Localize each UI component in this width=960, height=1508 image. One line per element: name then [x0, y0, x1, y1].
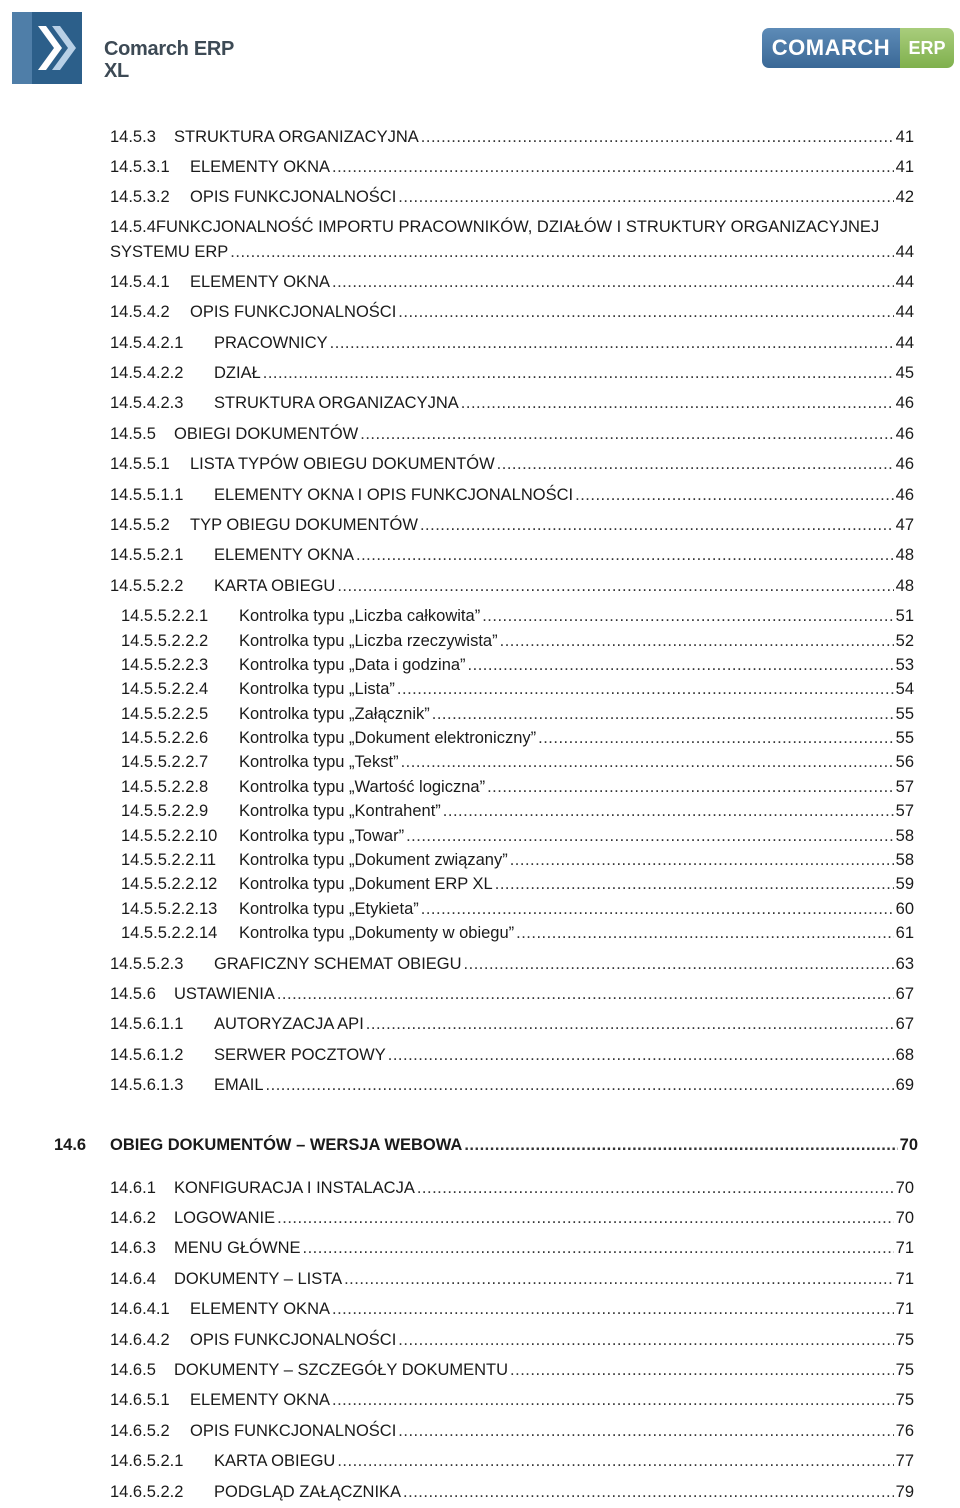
toc-page: 44 [895, 273, 914, 291]
toc-page: 47 [895, 516, 914, 534]
toc-page: 70 [899, 1136, 918, 1154]
toc-entry[interactable] [110, 128, 914, 147]
toc-number: 14.5.3 [110, 128, 156, 146]
toc-number: 14.5.3.2 [110, 188, 170, 206]
toc-entry[interactable] [110, 985, 914, 1004]
toc-entry[interactable] [110, 1270, 914, 1289]
toc-entry[interactable] [110, 577, 914, 596]
dot-leader [397, 680, 894, 699]
toc-entry[interactable] [110, 546, 914, 565]
dot-leader [356, 546, 894, 565]
toc-entry[interactable] [121, 680, 914, 699]
toc-number: 14.5.6.1.3 [110, 1076, 184, 1094]
toc-title-continuation: SYSTEMU ERP [110, 243, 229, 261]
toc-number: 14.5.5.2.2.5 [121, 705, 209, 723]
toc-entry[interactable] [110, 1483, 914, 1502]
toc-number: 14.5.5.2.2.4 [121, 680, 209, 698]
toc-entry[interactable] [110, 1239, 914, 1258]
toc-entry[interactable] [121, 729, 914, 748]
dot-leader [332, 273, 894, 292]
toc-page: 48 [895, 577, 914, 595]
toc-entry[interactable] [110, 1452, 914, 1471]
toc-page: 79 [895, 1483, 914, 1501]
dot-leader [398, 303, 893, 322]
toc-number: 14.6.4.2 [110, 1331, 170, 1349]
toc-entry[interactable] [110, 455, 914, 474]
dot-leader [495, 875, 894, 894]
toc-number: 14.5.5.2.2.1 [121, 607, 209, 625]
toc-entry[interactable] [110, 486, 914, 505]
toc-entry[interactable] [110, 1391, 914, 1410]
dot-leader [266, 1076, 894, 1095]
logo-text-line2: XL [104, 60, 129, 82]
toc-entry-continuation[interactable] [110, 243, 914, 262]
toc-title: STRUKTURA ORGANIZACYJNA [174, 128, 419, 146]
toc-title: ELEMENTY OKNA [190, 158, 330, 176]
toc-number: 14.5.4.2.1 [110, 334, 184, 352]
toc-number: 14.5.5 [110, 425, 156, 443]
toc-entry[interactable] [110, 1209, 914, 1228]
dot-leader [337, 1452, 893, 1471]
toc-title: MENU GŁÓWNE [174, 1239, 301, 1257]
toc-title: TYP OBIEGU DOKUMENTÓW [190, 516, 418, 534]
toc-entry[interactable] [110, 273, 914, 292]
dot-leader [332, 1391, 894, 1410]
dot-leader [468, 656, 894, 675]
toc-number: 14.5.5.1.1 [110, 486, 184, 504]
toc-number: 14.5.5.2.2.6 [121, 729, 209, 747]
toc-number: 14.5.5.2.2.13 [121, 900, 218, 918]
toc-page: 54 [895, 680, 914, 698]
dot-leader [330, 334, 894, 353]
toc-title: OPIS FUNKCJONALNOŚCI [190, 1331, 397, 1349]
toc-number: 14.5.5.2.2.3 [121, 656, 209, 674]
toc-title: KARTA OBIEGU [214, 577, 336, 595]
toc-page: 70 [895, 1179, 914, 1197]
dot-leader [432, 705, 894, 724]
toc-entry[interactable] [110, 1046, 914, 1065]
dot-leader [277, 985, 894, 1004]
toc-title: OPIS FUNKCJONALNOŚCI [190, 303, 397, 321]
toc-number: 14.6.5.2 [110, 1422, 170, 1440]
toc-page: 56 [895, 753, 914, 771]
toc-entry[interactable] [110, 158, 914, 177]
toc-number: 14.5.5.2.2.2 [121, 632, 209, 650]
toc-number: 14.5.5.2.2.11 [121, 851, 217, 869]
toc-number: 14.5.5.2.2.12 [121, 875, 218, 893]
dot-leader [401, 753, 894, 772]
toc-page: 44 [895, 334, 914, 352]
toc-number: 14.5.4.2 [110, 303, 170, 321]
dot-leader [487, 778, 894, 797]
toc-entry[interactable] [121, 778, 914, 797]
comarch-erp-badge-logo [762, 28, 954, 68]
toc-page: 46 [895, 394, 914, 412]
dot-leader [398, 188, 893, 207]
toc-page: 46 [895, 425, 914, 443]
toc-title: KONFIGURACJA I INSTALACJA [174, 1179, 415, 1197]
toc-page: 52 [895, 632, 914, 650]
toc-entry[interactable] [121, 607, 914, 626]
toc-entry[interactable] [110, 334, 914, 353]
toc-title: AUTORYZACJA API [214, 1015, 364, 1033]
toc-page: 48 [895, 546, 914, 564]
toc-title: OPIS FUNKCJONALNOŚCI [190, 1422, 397, 1440]
dot-leader [417, 1179, 894, 1198]
toc-page: 55 [895, 729, 914, 747]
toc-page: 41 [895, 128, 914, 146]
toc-number: 14.6 [54, 1136, 87, 1154]
toc-title: Kontrolka typu „Dokumenty w obiegu” [239, 924, 515, 942]
toc-page: 71 [895, 1270, 914, 1288]
dot-leader [263, 364, 894, 383]
toc-page: 46 [895, 486, 914, 504]
dot-leader [497, 455, 894, 474]
dot-leader [500, 632, 894, 651]
toc-title: GRAFICZNY SCHEMAT OBIEGU [214, 955, 462, 973]
toc-page: 46 [895, 455, 914, 473]
toc-title: Kontrolka typu „Wartość logiczna” [239, 778, 486, 796]
toc-page: 68 [895, 1046, 914, 1064]
comarch-wordmark: COMARCH [762, 28, 900, 68]
erp-wordmark: ERP [900, 28, 954, 68]
toc-title: LISTA TYPÓW OBIEGU DOKUMENTÓW [190, 455, 495, 473]
dot-leader [510, 851, 894, 870]
toc-entry[interactable] [121, 753, 914, 772]
dot-leader [538, 729, 894, 748]
dot-leader [388, 1046, 894, 1065]
toc-page: 70 [895, 1209, 914, 1227]
toc-entry[interactable] [110, 1076, 914, 1095]
logo-text-line1: Comarch ERP [104, 38, 235, 60]
dot-leader [277, 1209, 893, 1228]
toc-page: 51 [895, 607, 914, 625]
toc-entry[interactable] [110, 1331, 914, 1350]
toc-number: 14.5.3.1 [110, 158, 170, 176]
toc-page: 53 [895, 656, 914, 674]
toc-title: Kontrolka typu „Liczba rzeczywista” [239, 632, 498, 650]
toc-title: Kontrolka typu „Dokument elektroniczny” [239, 729, 537, 747]
toc-number: 14.5.5.2.1 [110, 546, 184, 564]
toc-page: 58 [895, 851, 914, 869]
toc-page: 63 [895, 955, 914, 973]
dot-leader [344, 1270, 894, 1289]
toc-page: 71 [895, 1300, 914, 1318]
toc-title: DOKUMENTY – LISTA [174, 1270, 343, 1288]
dot-leader [366, 1015, 894, 1034]
toc-page: 77 [895, 1452, 914, 1470]
dot-leader [443, 802, 894, 821]
toc-title: Kontrolka typu „Kontrahent” [239, 802, 441, 820]
dot-leader [337, 577, 893, 596]
toc-title: ELEMENTY OKNA I OPIS FUNKCJONALNOŚCI [214, 486, 574, 504]
toc-entry[interactable] [121, 900, 914, 919]
toc-entry[interactable] [121, 827, 914, 846]
toc-number: 14.5.5.2.2 [110, 577, 184, 595]
dot-leader [420, 516, 894, 535]
toc-entry[interactable] [110, 1300, 914, 1319]
comarch-erp-xl-logo [12, 12, 252, 86]
toc-title: Kontrolka typu „Liczba całkowita” [239, 607, 481, 625]
toc-entry[interactable] [110, 188, 914, 207]
dot-leader [230, 243, 893, 262]
dot-leader [464, 955, 894, 974]
toc-page: 60 [895, 900, 914, 918]
toc-title: OBIEG DOKUMENTÓW – WERSJA WEBOWA [110, 1136, 463, 1154]
dot-leader [360, 425, 893, 444]
toc-page: 57 [895, 802, 914, 820]
toc-number: 14.6.5.1 [110, 1391, 170, 1409]
toc-entry[interactable] [110, 1015, 914, 1034]
dot-leader [332, 1300, 894, 1319]
toc-title: Kontrolka typu „Data i godzina” [239, 656, 466, 674]
toc-number: 14.5.6.1.2 [110, 1046, 184, 1064]
dot-leader [421, 900, 894, 919]
toc-title: ELEMENTY OKNA [190, 1300, 330, 1318]
toc-entry[interactable] [110, 1361, 914, 1380]
toc-entry[interactable] [121, 656, 914, 675]
dot-leader [575, 486, 894, 505]
toc-number: 14.6.4 [110, 1270, 156, 1288]
toc-title: Kontrolka typu „Załącznik” [239, 705, 430, 723]
dot-leader [332, 158, 894, 177]
logo-text [104, 38, 234, 82]
toc-number: 14.5.6 [110, 985, 156, 1003]
toc-number: 14.6.1 [110, 1179, 156, 1197]
toc-entry[interactable] [110, 955, 914, 974]
toc-page: 67 [895, 1015, 914, 1033]
dot-leader [461, 394, 894, 413]
toc-entry[interactable] [121, 851, 914, 870]
comarch-chevron-logo-icon [12, 12, 82, 84]
toc-entry[interactable] [110, 394, 914, 413]
toc-number: 14.6.5.2.1 [110, 1452, 184, 1470]
toc-title: LOGOWANIE [174, 1209, 276, 1227]
toc-entry[interactable] [121, 705, 914, 724]
toc-number: 14.6.5 [110, 1361, 156, 1379]
dot-leader [464, 1136, 897, 1155]
toc-page: 58 [895, 827, 914, 845]
toc-number: 14.5.5.2.2.7 [121, 753, 209, 771]
toc-page: 44 [895, 303, 914, 321]
toc-title: Kontrolka typu „Towar” [239, 827, 405, 845]
dot-leader [421, 128, 894, 147]
toc-title: OBIEGI DOKUMENTÓW [174, 425, 359, 443]
toc-page: 55 [895, 705, 914, 723]
toc-page: 61 [895, 924, 914, 942]
dot-leader [516, 924, 894, 943]
toc-entry[interactable] [121, 632, 914, 651]
toc-page: 42 [895, 188, 914, 206]
toc-title: DZIAŁ [214, 364, 261, 382]
dot-leader [406, 827, 894, 846]
toc-number: 14.5.5.2.2.8 [121, 778, 209, 796]
toc-number: 14.5.4 [110, 218, 156, 236]
toc-number: 14.5.6.1.1 [110, 1015, 184, 1033]
toc-title: Kontrolka typu „Lista” [239, 680, 395, 698]
toc-number: 14.5.5.2.2.9 [121, 802, 209, 820]
toc-entry[interactable] [110, 303, 914, 322]
dot-leader [303, 1239, 894, 1258]
toc-title: PRACOWNICY [214, 334, 328, 352]
toc-title: FUNKCJONALNOŚĆ IMPORTU PRACOWNIKÓW, DZIAŁÓW I STRUKTURY ORGANIZACYJNEJ [155, 218, 880, 236]
dot-leader [398, 1422, 893, 1441]
toc-number: 14.5.4.2.3 [110, 394, 184, 412]
toc-page: 69 [895, 1076, 914, 1094]
toc-entry[interactable] [121, 924, 914, 943]
toc-number: 14.6.5.2.2 [110, 1483, 184, 1501]
toc-title: Kontrolka typu „Etykieta” [239, 900, 419, 918]
toc-entry[interactable] [121, 875, 914, 894]
dot-leader [510, 1361, 894, 1380]
toc-number: 14.5.5.2.3 [110, 955, 184, 973]
toc-page: 67 [895, 985, 914, 1003]
toc-entry[interactable] [110, 364, 914, 383]
toc-title: EMAIL [214, 1076, 264, 1094]
toc-entry[interactable] [110, 516, 914, 535]
toc-number: 14.6.4.1 [110, 1300, 170, 1318]
toc-number: 14.5.5.2.2.14 [121, 924, 218, 942]
toc-number: 14.5.4.2.2 [110, 364, 184, 382]
toc-title: ELEMENTY OKNA [214, 546, 354, 564]
toc-page: 57 [895, 778, 914, 796]
toc-title: KARTA OBIEGU [214, 1452, 336, 1470]
toc-title: OPIS FUNKCJONALNOŚCI [190, 188, 397, 206]
toc-title: STRUKTURA ORGANIZACYJNA [214, 394, 459, 412]
toc-page: 45 [895, 364, 914, 382]
toc-title: Kontrolka typu „Tekst” [239, 753, 399, 771]
toc-title: ELEMENTY OKNA [190, 1391, 330, 1409]
toc-page: 75 [895, 1331, 914, 1349]
dot-leader [482, 607, 893, 626]
toc-entry[interactable] [110, 1422, 914, 1441]
toc-page: 44 [895, 243, 914, 261]
toc-page: 75 [895, 1391, 914, 1409]
toc-entry-chapter[interactable] [54, 1136, 918, 1155]
toc-title: ELEMENTY OKNA [190, 273, 330, 291]
toc-title: PODGLĄD ZAŁĄCZNIKA [214, 1483, 402, 1501]
toc-number: 14.6.3 [110, 1239, 156, 1257]
toc-page: 71 [895, 1239, 914, 1257]
toc-title: SERWER POCZTOWY [214, 1046, 386, 1064]
toc-entry-heading-line[interactable] [110, 218, 879, 237]
toc-page: 41 [895, 158, 914, 176]
toc-title: USTAWIENIA [174, 985, 275, 1003]
dot-leader [403, 1483, 894, 1502]
toc-page: 75 [895, 1361, 914, 1379]
toc-entry[interactable] [110, 425, 914, 444]
dot-leader [398, 1331, 893, 1350]
toc-number: 14.5.5.2.2.10 [121, 827, 218, 845]
toc-title: Kontrolka typu „Dokument związany” [239, 851, 508, 869]
toc-number: 14.6.2 [110, 1209, 156, 1227]
toc-number: 14.5.5.2 [110, 516, 170, 534]
toc-number: 14.5.4.1 [110, 273, 170, 291]
toc-entry[interactable] [110, 1179, 914, 1198]
toc-entry[interactable] [121, 802, 914, 821]
toc-page: 76 [895, 1422, 914, 1440]
toc-number: 14.5.5.1 [110, 455, 170, 473]
toc-title: Kontrolka typu „Dokument ERP XL [239, 875, 493, 893]
toc-title: DOKUMENTY – SZCZEGÓŁY DOKUMENTU [174, 1361, 509, 1379]
toc-page: 59 [895, 875, 914, 893]
